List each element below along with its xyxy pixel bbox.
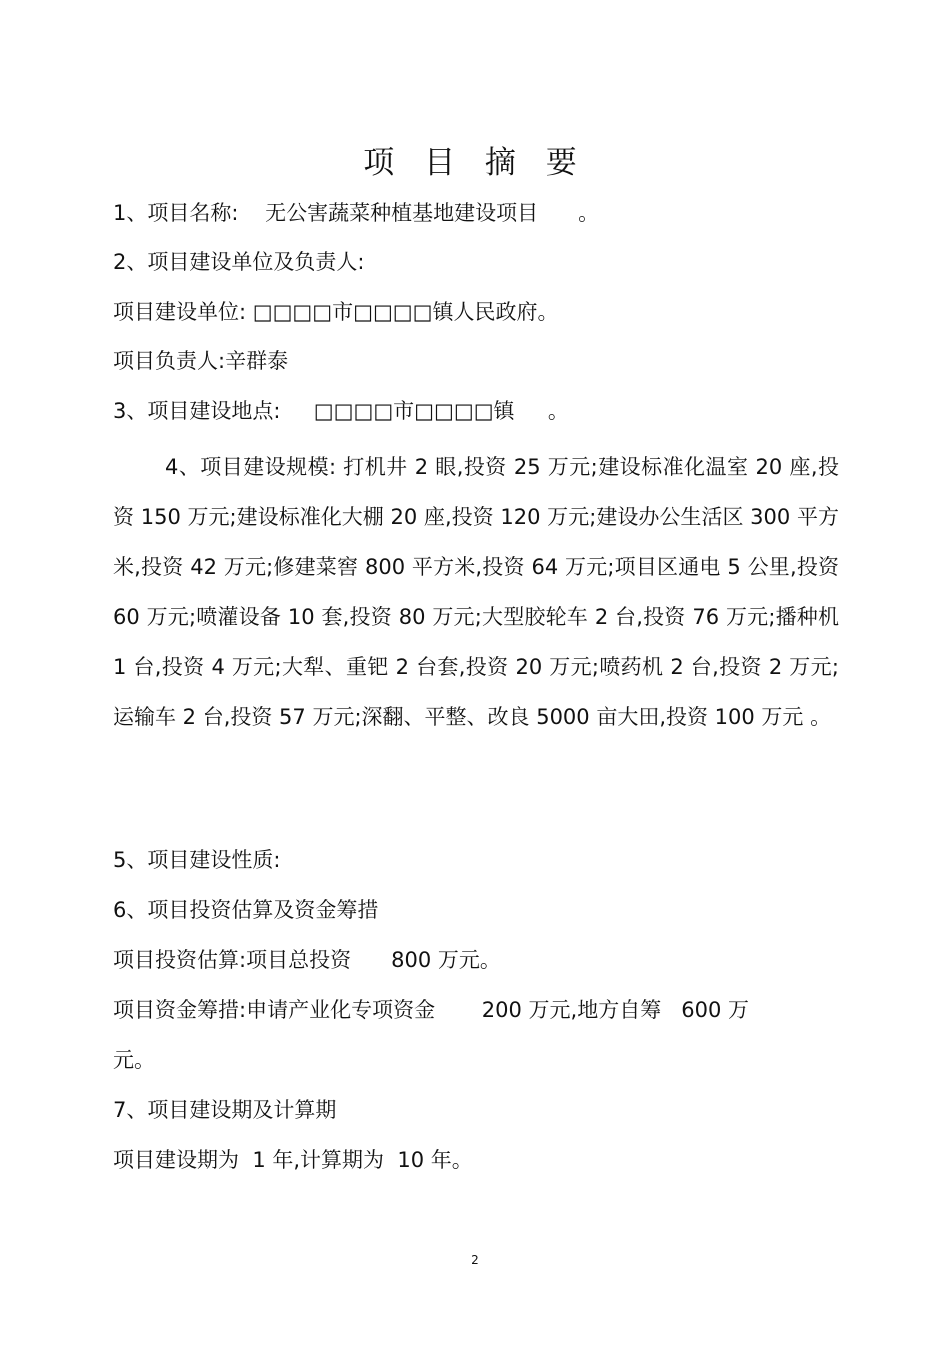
item-1-project-name: 1、项目名称: 无公害蔬菜种植基地建设项目 。 xyxy=(113,201,600,225)
item-4-construction-scale: 4、项目建设规模: 打机井 2 眼,投资 25 万元;建设标准化温室 20 座,投资 150 万元;建设标准化大棚 20 座,投资 120 万元;建设办公生活区 300 平方米,投资 42 万元;修建菜窖 800 平方米,投资 64 万元;项目区通电 5 公里,投资 60 万元;喷灌设备 10 套,投资 80 万元;大型胶轮车 2 台,投资 76 万元;播种机 1 台,投资 4 万元;大犁、重钯 2 台套,投资 20 万元;喷药机 2 台,投资 2 万元;运输车 2 台,投资 57 万元;深翻、平整、改良 5000 亩大田,投资 100 万元 。 xyxy=(113,455,839,729)
page-number: 2 xyxy=(471,1253,479,1267)
item-2-unit-heading: 2、项目建设单位及负责人: xyxy=(113,250,365,274)
item-6-investment-heading: 6、项目投资估算及资金筹措 xyxy=(113,898,379,922)
funding-line-2: 元。 xyxy=(113,1048,155,1072)
item-7-period-heading: 7、项目建设期及计算期 xyxy=(113,1098,337,1122)
construction-unit: 项目建设单位: □□□□市□□□□镇人民政府。 xyxy=(113,300,559,324)
item-3-location: 3、项目建设地点: □□□□市□□□□镇 。 xyxy=(113,399,569,423)
project-leader: 项目负责人:辛群泰 xyxy=(113,349,289,373)
funding-line-1: 项目资金筹措:申请产业化专项资金 200 万元,地方自筹 600 万 xyxy=(113,998,750,1022)
page-title: 项 目 摘 要 xyxy=(363,145,587,181)
item-5-nature: 5、项目建设性质: xyxy=(113,848,281,872)
construction-period: 项目建设期为 1 年,计算期为 10 年。 xyxy=(113,1148,473,1172)
investment-estimate: 项目投资估算:项目总投资 800 万元。 xyxy=(113,948,501,972)
